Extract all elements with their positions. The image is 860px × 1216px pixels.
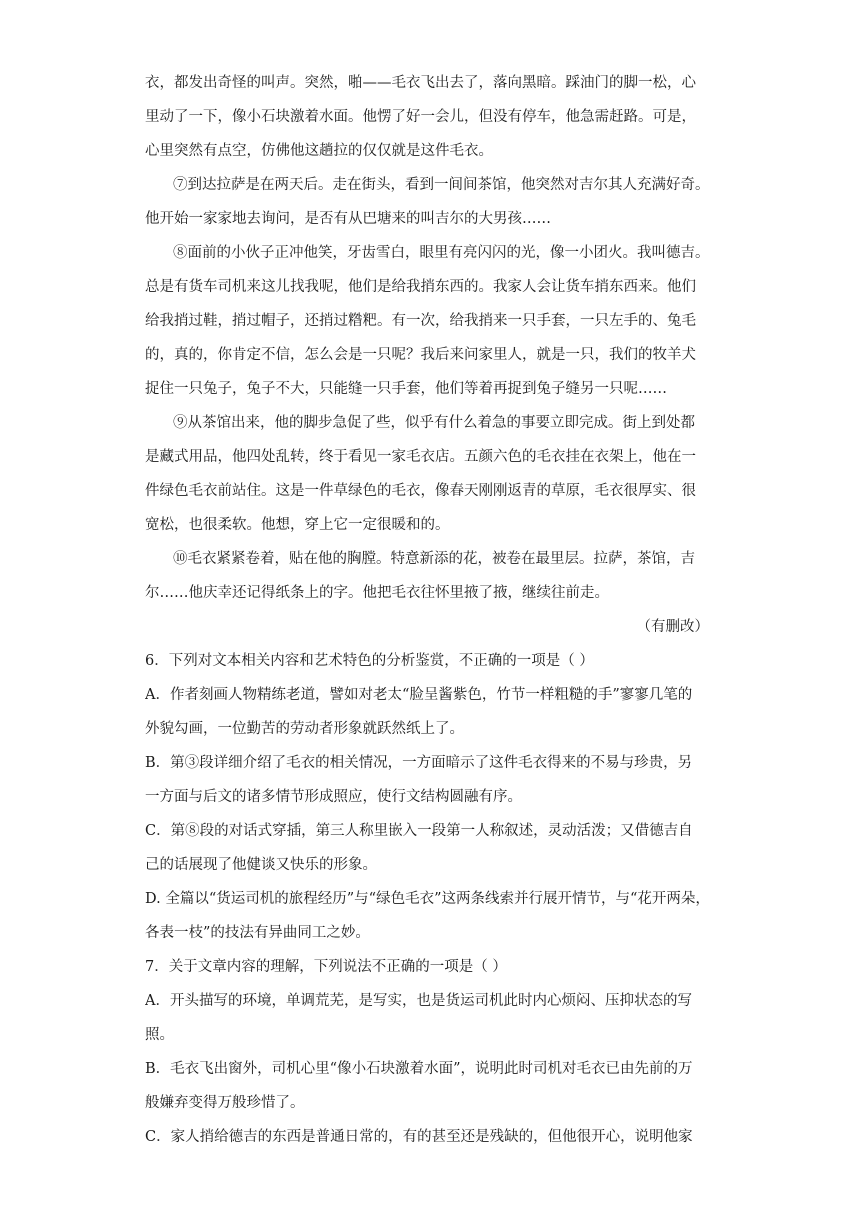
passage-line: 尔……他庆幸还记得纸条上的字。他把毛衣往怀里掖了掖，继续往前走。 bbox=[145, 585, 609, 601]
question-6-option-b-cont: 一方面与后文的诸多情节形成照应，使行文结构圆融有序。 bbox=[145, 789, 522, 805]
paragraph-10-start: ⑩毛衣紧紧卷着，贴在他的胸膛。特意新添的花，被卷在最里层。拉萨，茶馆，吉 bbox=[173, 551, 695, 567]
paragraph-8-start: ⑧面前的小伙子正冲他笑，牙齿雪白，眼里有亮闪闪的光，像一小团火。我叫德吉。 bbox=[173, 245, 710, 261]
passage-line: 里动了一下，像小石块激着水面。他愣了好一会儿，但没有停车，他急需赶路。可是， bbox=[145, 109, 696, 125]
passage-line: 他开始一家家地去询问，是否有从巴塘来的叫吉尔的大男孩…… bbox=[145, 211, 551, 227]
question-7-option-b: B．毛衣飞出窗外，司机心里“像小石块激着水面”，说明此时司机对毛衣已由先前的万 bbox=[145, 1061, 693, 1077]
passage-line: 宽松，也很柔软。他想，穿上它一定很暖和的。 bbox=[145, 517, 450, 533]
question-7-stem: 7．关于文章内容的理解，下列说法不正确的一项是（ ） bbox=[145, 959, 507, 975]
paragraph-9-start: ⑨从茶馆出来，他的脚步急促了些，似乎有什么着急的事要立即完成。街上到处都 bbox=[173, 415, 695, 431]
passage-line: 件绿色毛衣前站住。这是一件草绿色的毛衣，像春天刚刚返青的草原，毛衣很厚实、很 bbox=[145, 483, 696, 499]
question-7-option-b-cont: 般嫌弃变得万般珍惜了。 bbox=[145, 1095, 305, 1111]
passage-line: 是藏式用品，他四处乱转，终于看见一家毛衣店。五颜六色的毛衣挂在衣架上，他在一 bbox=[145, 449, 696, 465]
passage-line: 总是有货车司机来这儿找我呢，他们是给我捎东西的。我家人会让货车捎东西来。他们 bbox=[145, 279, 696, 295]
passage-text bbox=[145, 66, 715, 1154]
question-6-option-b: B．第③段详细介绍了毛衣的相关情况，一方面暗示了这件毛衣得来的不易与珍贵，另 bbox=[145, 755, 693, 771]
passage-line: 的，真的，你肯定不信，怎么会是一只呢？我后来问家里人，就是一只，我们的牧羊犬 bbox=[145, 347, 696, 363]
question-6-option-a: A．作者刻画人物精练老道，譬如对老太“脸呈酱紫色，竹节一样粗糙的手”寥寥几笔的 bbox=[145, 687, 693, 703]
revision-note: （有删改） bbox=[636, 619, 709, 635]
paragraph-7-start: ⑦到达拉萨是在两天后。走在街头，看到一间间茶馆，他突然对吉尔其人充满好奇。 bbox=[173, 177, 710, 193]
question-6-option-c: C．第⑧段的对话式穿插，第三人称里嵌入一段第一人称叙述，灵动活泼；又借德吉自 bbox=[145, 823, 693, 839]
question-7-option-a-cont: 照。 bbox=[145, 1027, 174, 1043]
passage-line: 给我捎过鞋，捎过帽子，还捎过糌粑。有一次，给我捎来一只手套，一只左手的、兔毛 bbox=[145, 313, 696, 329]
question-6-stem: 6．下列对文本相关内容和艺术特色的分析鉴赏，不正确的一项是（ ） bbox=[145, 653, 594, 669]
passage-line: 捉住一只兔子，兔子不大，只能缝一只手套，他们等着再捉到兔子缝另一只呢…… bbox=[145, 381, 667, 397]
question-6-option-d-cont: 各表一枝”的技法有异曲同工之妙。 bbox=[145, 925, 370, 941]
question-7-option-a: A．开头描写的环境，单调荒芜，是写实，也是货运司机此时内心烦闷、压抑状态的写 bbox=[145, 993, 692, 1009]
passage-line: 心里突然有点空，仿佛他这趟拉的仅仅就是这件毛衣。 bbox=[145, 143, 493, 159]
question-6-option-a-cont: 外貌勾画，一位勤苦的劳动者形象就跃然纸上了。 bbox=[145, 721, 464, 737]
question-7-option-c: C．家人捎给德吉的东西是普通日常的，有的甚至还是残缺的，但他很开心，说明他家 bbox=[145, 1129, 693, 1145]
question-6-option-d: D. 全篇以“货运司机的旅程经历”与“绿色毛衣”这两条线索并行展开情节，与“花开两朵， bbox=[145, 891, 710, 907]
passage-line: 衣，都发出奇怪的叫声。突然，啪——毛衣飞出去了，落向黑暗。踩油门的脚一松，心 bbox=[145, 75, 696, 91]
question-6-option-c-cont: 己的话展现了他健谈又快乐的形象。 bbox=[145, 857, 377, 873]
